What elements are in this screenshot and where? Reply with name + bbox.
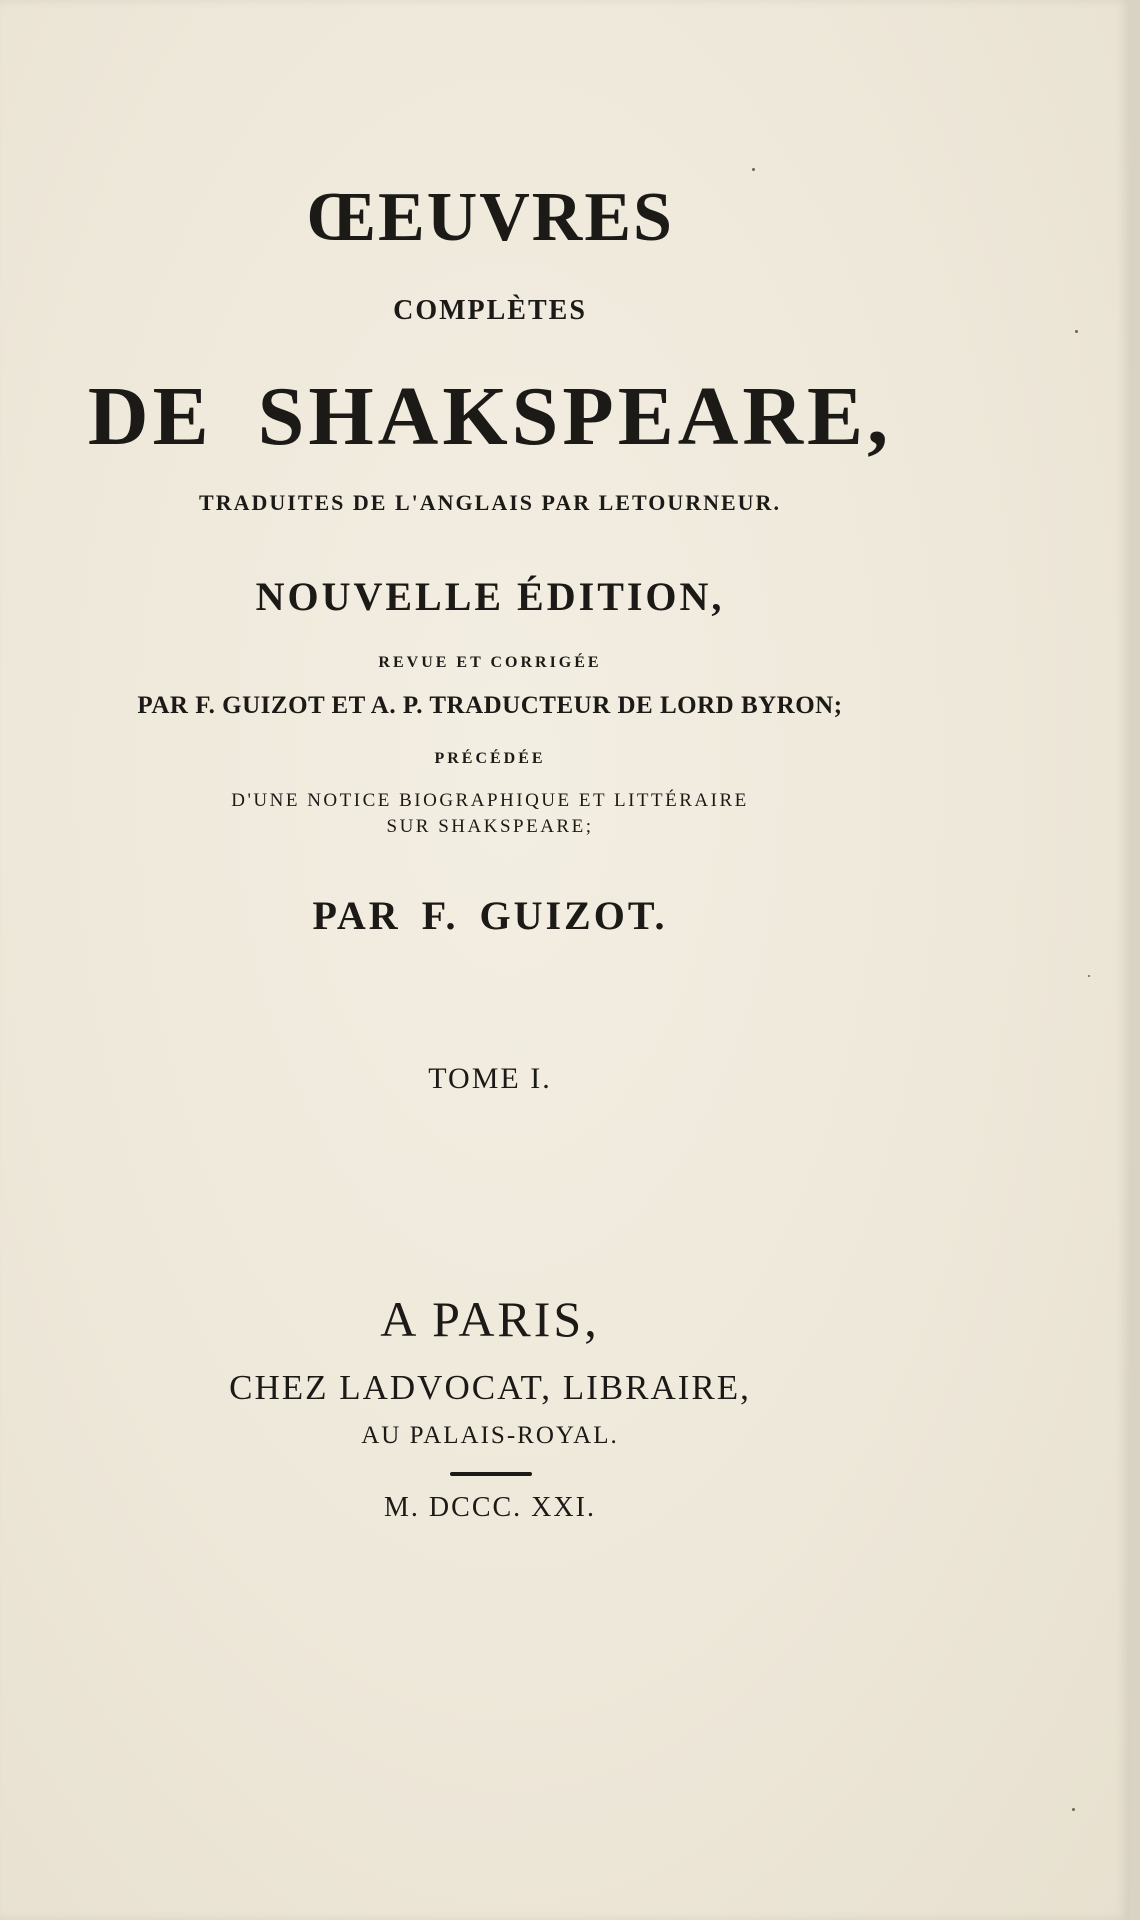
paper-speck — [752, 168, 755, 171]
work-title: ŒEUVRES — [306, 179, 674, 256]
revision-note: REVUE ET CORRIGÉE — [378, 654, 602, 671]
author-title: DE SHAKSPEARE, — [87, 370, 893, 463]
preceded-by: PRÉCÉDÉE — [434, 750, 546, 767]
paper-speck — [1072, 1808, 1075, 1811]
imprint-publisher: CHEZ LADVOCAT, LIBRAIRE, — [229, 1368, 751, 1407]
notice-subject: SUR SHAKSPEARE; — [386, 816, 594, 837]
edition-statement: NOUVELLE ÉDITION, — [255, 574, 725, 619]
imprint-address: AU PALAIS-ROYAL. — [361, 1422, 619, 1449]
publication-date: M. DCCC. XXI. — [384, 1492, 596, 1523]
volume-number: TOME I. — [428, 1062, 552, 1095]
title-qualifier: COMPLÈTES — [393, 295, 587, 326]
paper-speck — [1075, 330, 1078, 333]
notice-author: PAR F. GUIZOT. — [312, 893, 668, 938]
notice-line: D'UNE NOTICE BIOGRAPHIQUE ET LITTÉRAIRE — [231, 790, 749, 811]
paper-speck — [1088, 975, 1090, 977]
translation-note: TRADUITES DE L'ANGLAIS PAR LETOURNEUR. — [199, 490, 781, 515]
ornamental-rule — [450, 1472, 532, 1476]
imprint-city: A PARIS, — [380, 1291, 600, 1347]
revisers-line: PAR F. GUIZOT ET A. P. TRADUCTEUR DE LORD BYRON; — [137, 692, 843, 719]
